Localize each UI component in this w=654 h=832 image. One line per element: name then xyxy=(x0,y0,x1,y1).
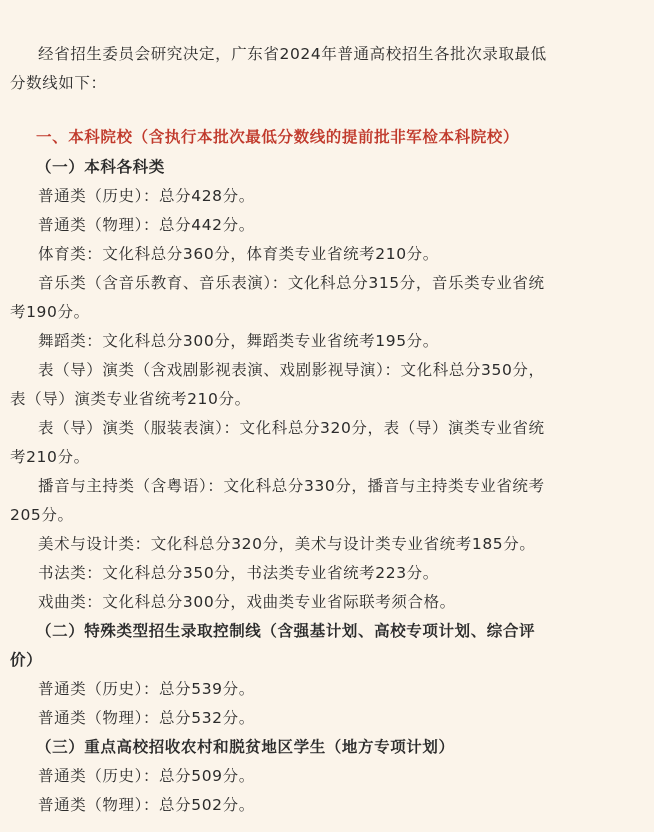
score-line-fine-arts: 美术与设计类：文化科总分320分，美术与设计类专业省统考185分。 xyxy=(38,535,536,553)
subsection-heading-special-types-cont: 价） xyxy=(10,651,43,669)
section-heading-undergraduate: 一、本科院校（含执行本批次最低分数线的提前批非军检本科院校） xyxy=(36,128,520,146)
subsection-heading-undergraduate-categories: （一）本科各科类 xyxy=(36,158,165,176)
score-line-history: 普通类（历史）：总分428分。 xyxy=(38,187,255,205)
score-line-music: 音乐类（含音乐教育、音乐表演）：文化科总分315分，音乐类专业省统 xyxy=(38,274,545,292)
score-line-opera: 戏曲类：文化科总分300分，戏曲类专业省际联考须合格。 xyxy=(38,593,456,611)
score-line-fashion-show-cont: 考210分。 xyxy=(10,448,90,466)
score-line-broadcasting-cont: 205分。 xyxy=(10,506,74,524)
score-line-dance: 舞蹈类：文化科总分300分，舞蹈类专业省统考195分。 xyxy=(38,332,439,350)
score-line-drama: 表（导）演类（含戏剧影视表演、戏剧影视导演）：文化科总分350分， xyxy=(38,361,545,379)
score-line-broadcasting: 播音与主持类（含粤语）：文化科总分330分，播音与主持类专业省统考 xyxy=(38,477,545,495)
intro-paragraph-line-2: 分数线如下： xyxy=(10,74,107,92)
score-line-drama-cont: 表（导）演类专业省统考210分。 xyxy=(10,390,251,408)
special-score-line-history: 普通类（历史）：总分539分。 xyxy=(38,680,255,698)
rural-score-line-physics: 普通类（物理）：总分502分。 xyxy=(38,796,255,814)
score-line-music-cont: 考190分。 xyxy=(10,303,90,321)
score-line-physics: 普通类（物理）：总分442分。 xyxy=(38,216,255,234)
score-line-sports: 体育类：文化科总分360分，体育类专业省统考210分。 xyxy=(38,245,439,263)
subsection-heading-special-types: （二）特殊类型招生录取控制线（含强基计划、高校专项计划、综合评 xyxy=(36,622,536,640)
subsection-heading-rural-special: （三）重点高校招收农村和脱贫地区学生（地方专项计划） xyxy=(36,738,455,756)
rural-score-line-history: 普通类（历史）：总分509分。 xyxy=(38,767,255,785)
special-score-line-physics: 普通类（物理）：总分532分。 xyxy=(38,709,255,727)
score-line-calligraphy: 书法类：文化科总分350分，书法类专业省统考223分。 xyxy=(38,564,439,582)
intro-paragraph-line-1: 经省招生委员会研究决定，广东省2024年普通高校招生各批次录取最低 xyxy=(38,45,547,63)
score-line-fashion-show: 表（导）演类（服装表演）：文化科总分320分，表（导）演类专业省统 xyxy=(38,419,545,437)
